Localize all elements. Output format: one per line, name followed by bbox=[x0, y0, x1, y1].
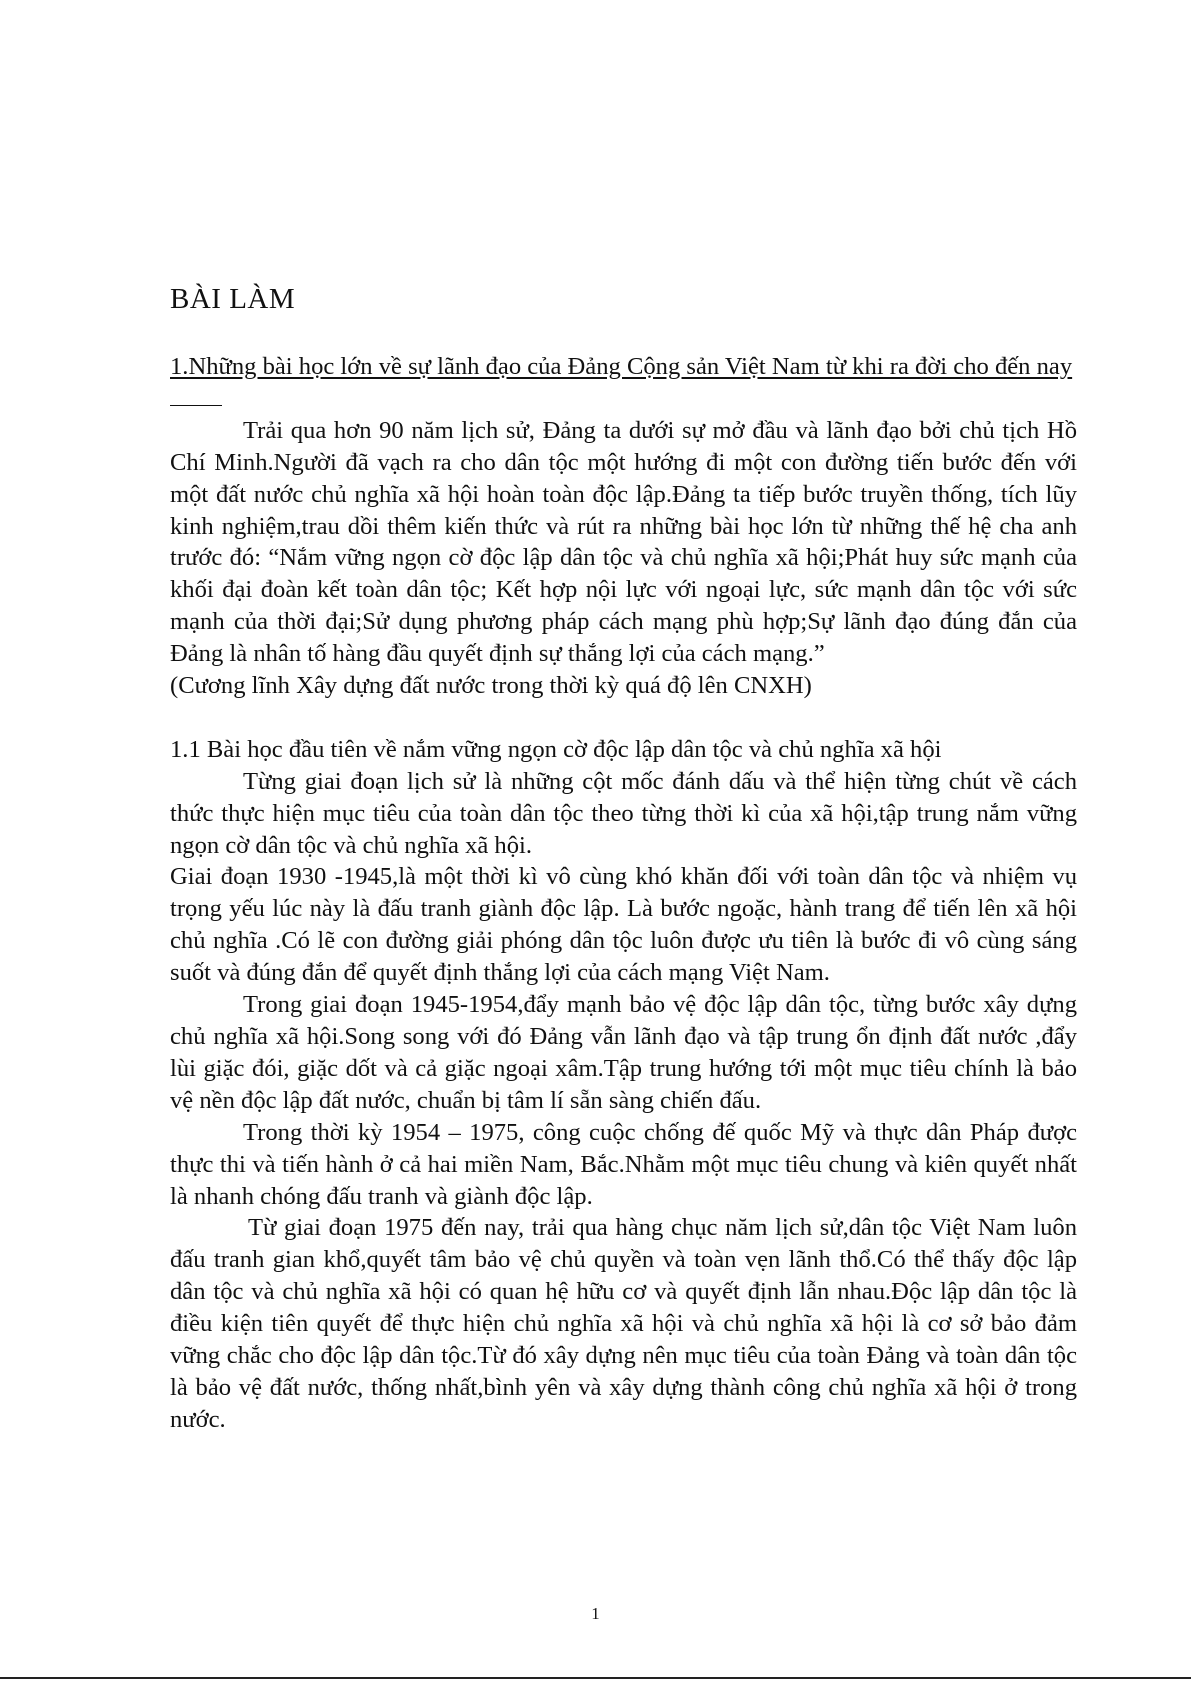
section-heading-text: 1.Những bài học lớn về sự lãnh đạo của Đảng Cộng sản Việt Nam từ khi ra đời cho đến nay bbox=[170, 353, 1073, 380]
spacer bbox=[170, 702, 1077, 734]
intro-paragraph: Trải qua hơn 90 năm lịch sử, Đảng ta dưới sự mở đầu và lãnh đạo bởi chủ tịch Hồ Chí Minh.Người đã vạch ra cho dân tộc một hướng đi một con đường tiến bước đến với một đất nước chủ nghĩa xã hội hoàn toàn độc lập.Đảng ta tiếp bước truyền thống, tích lũy kinh nghiệm,trau dồi thêm kiến thức và rút ra những bài học lớn từ những thế hệ cha anh trước đó: “Nắm vững ngọn cờ độc lập dân tộc và chủ nghĩa xã hội;Phát huy sức mạnh của khối đại đoàn kết toàn dân tộc; Kết hợp nội lực với ngoại lực, sức mạnh dân tộc với sức mạnh của thời đại;Sử dụng phương pháp cách mạng phù hợp;Sự lãnh đạo đúng đắn của Đảng là nhân tố hàng đầu quyết định sự thắng lợi của cách mạng.” bbox=[170, 416, 1077, 668]
paragraph-5: Từ giai đoạn 1975 đến nay, trải qua hàng chục năm lịch sử,dân tộc Việt Nam luôn đấu tranh gian khổ,quyết tâm bảo vệ chủ quyền và toàn vẹn lãnh thổ.Có thể thấy độc lập dân tộc và chủ nghĩa xã hội có quan hệ hữu cơ và quyết định lẫn nhau.Độc lập dân tộc là điều kiện tiên quyết để thực hiện chủ nghĩa xã hội và chủ nghĩa xã hội là cơ sở bảo đảm vững chắc cho độc lập dân tộc.Từ đó xây dựng nên mục tiêu của toàn Đảng và toàn dân tộc là bảo vệ đất nước, thống nhất,bình yên và xây dựng thành công chủ nghĩa xã hội ở trong nước. bbox=[170, 1214, 1077, 1433]
page-title: BÀI LÀM bbox=[170, 283, 296, 315]
paragraph-4: Trong thời kỳ 1954 – 1975, công cuộc chống đế quốc Mỹ và thực dân Pháp được thực thi và tiến hành ở cả hai miền Nam, Bắc.Nhằm một mục tiêu chung và kiên quyết nhất là nhanh chóng đấu tranh và giành độc lập. bbox=[170, 1118, 1077, 1210]
paragraph-1: Từng giai đoạn lịch sử là những cột mốc đánh dấu và thể hiện từng chút về cách thức thực hiện mục tiêu của toàn dân tộc theo từng thời kì của xã hội,tập trung nắm vững ngọn cờ dân tộc và chủ nghĩa xã hội. bbox=[170, 767, 1077, 859]
subsection-heading: 1.1 Bài học đầu tiên về nắm vững ngọn cờ độc lập dân tộc và chủ nghĩa xã hội bbox=[170, 735, 942, 763]
paragraph-3: Trong giai đoạn 1945-1954,đẩy mạnh bảo vệ độc lập dân tộc, từng bước xây dựng chủ nghĩa xã hội.Song song với đó Đảng vẫn lãnh đạo và tập trung ổn định đất nước ,đẩy lùi giặc đói, giặc dốt và cả giặc ngoại xâm.Tập trung hướng tới một mục tiêu chính là bảo vệ nền độc lập đất nước, chuẩn bị tâm lí sẵn sàng chiến đấu. bbox=[170, 991, 1077, 1114]
document-body bbox=[170, 351, 1077, 1436]
section-heading bbox=[170, 351, 1077, 415]
page-number: 1 bbox=[591, 1604, 600, 1623]
citation: (Cương lĩnh Xây dựng đất nước trong thời kỳ quá độ lên CNXH) bbox=[170, 672, 812, 700]
footer-divider bbox=[0, 1677, 1191, 1679]
heading-underline bbox=[170, 404, 222, 406]
paragraph-2: Giai đoạn 1930 -1945,là một thời kì vô cùng khó khăn đối với toàn dân tộc và nhiệm vụ trọng yếu lúc này là đấu tranh giành độc lập. Là bước ngoặc, hành trang để tiến lên xã hội chủ nghĩa .Có lẽ con đường giải phóng dân tộc luôn được ưu tiên là bước đi vô cùng sáng suốt và đúng đắn để quyết định thắng lợi của cách mạng Việt Nam. bbox=[170, 863, 1077, 987]
